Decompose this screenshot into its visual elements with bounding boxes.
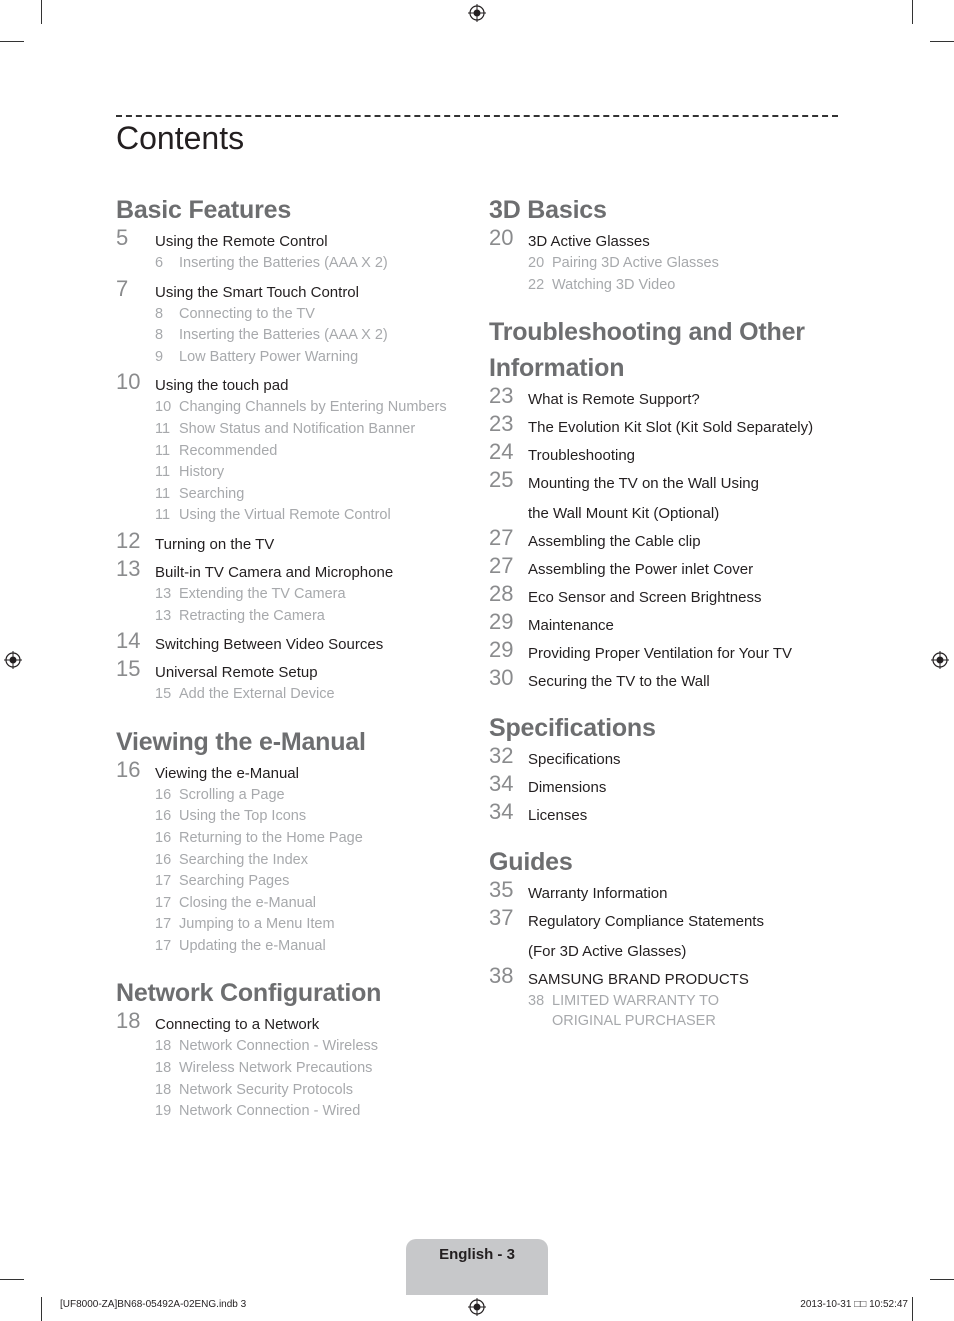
toc-column-left: [116, 192, 476, 1141]
crop-mark: [912, 0, 913, 24]
toc-section: [116, 192, 476, 706]
toc-entry[interactable]: [489, 665, 849, 692]
toc-subentry-title: Retracting the Camera: [179, 607, 325, 624]
toc-subentry-page: 38: [528, 993, 545, 1010]
toc-subentry-title: Searching the Index: [179, 851, 308, 868]
toc-entry-page: 34: [489, 771, 514, 797]
toc-entry-title-cont: (For 3D Active Glasses): [528, 943, 687, 961]
toc-entry[interactable]: [489, 383, 849, 410]
toc-entry-title: Eco Sensor and Screen Brightness: [528, 589, 762, 607]
toc-subentry-list: [155, 785, 476, 958]
toc-subentry-page: 20: [528, 255, 545, 271]
toc-entry-title: SAMSUNG BRAND PRODUCTS: [528, 971, 749, 989]
section-heading: Viewing the e-Manual: [116, 727, 366, 756]
toc-subentry-page: 11: [155, 507, 171, 524]
toc-subentry-title: History: [179, 464, 225, 481]
toc-subentry-page: 11: [155, 420, 171, 437]
section-heading: Basic Features: [116, 196, 292, 224]
toc-subentry-title: Connecting to the TV: [179, 305, 315, 322]
toc-entry[interactable]: [489, 581, 849, 608]
toc-entry[interactable]: [116, 369, 476, 396]
toc-entry-title: Turning on the TV: [155, 535, 275, 553]
toc-subentry-title: Updating the e-Manual: [179, 937, 326, 954]
toc-subentry-title: Scrolling a Page: [179, 786, 285, 803]
toc-subentry-title: Add the External Device: [179, 686, 335, 703]
toc-entry-title: Switching Between Video Sources: [155, 636, 384, 654]
toc-entry[interactable]: [116, 628, 476, 655]
toc-entry-title: Specifications: [528, 751, 621, 769]
toc-subentry-title: Using the Top Icons: [179, 808, 307, 825]
registration-mark-icon: [468, 4, 486, 22]
toc-entry-title: Maintenance: [528, 617, 614, 635]
toc-subentry[interactable]: [155, 914, 476, 936]
toc-entry-page: 28: [489, 581, 514, 607]
toc-entry-page: 14: [116, 628, 141, 654]
toc-subentry-title: Using the Virtual Remote Control: [179, 507, 391, 524]
toc-entry[interactable]: [489, 525, 849, 552]
toc-subentry[interactable]: [155, 828, 476, 850]
toc-entry[interactable]: [489, 439, 849, 466]
toc-subentry-title: Inserting the Batteries (AAA X 2): [179, 255, 388, 271]
toc-entry-page: 37: [489, 905, 514, 931]
toc-subentry[interactable]: [155, 419, 476, 441]
toc-subentry-list: [155, 1036, 476, 1122]
toc-entry[interactable]: [489, 743, 849, 770]
toc-entry-title: Using the touch pad: [155, 377, 289, 395]
toc-subentry-title-cont: ORIGINAL PURCHASER: [552, 1012, 716, 1029]
toc-entry[interactable]: [116, 225, 476, 252]
toc-subentry[interactable]: [155, 1036, 476, 1058]
toc-subentry[interactable]: [155, 253, 476, 275]
section-heading: Troubleshooting and Other Information: [489, 318, 805, 383]
section-heading: Specifications: [489, 714, 656, 743]
toc-column-right: [489, 192, 849, 1050]
crop-mark: [912, 1297, 913, 1321]
toc-subentry[interactable]: [155, 325, 476, 347]
toc-subentry-title: Network Connection - Wired: [179, 1103, 361, 1120]
toc-subentry[interactable]: [155, 893, 476, 915]
toc-subentry[interactable]: [528, 253, 849, 275]
toc-subentry-page: 17: [155, 894, 172, 911]
toc-subentry-page: 18: [155, 1038, 172, 1055]
toc-subentry-list: [155, 397, 476, 527]
toc-subentry-page: 22: [528, 276, 545, 293]
toc-subentry[interactable]: [155, 936, 476, 958]
toc-subentry-page: 11: [155, 442, 171, 459]
toc-subentry-list: [155, 253, 476, 275]
toc-entry-title: Warranty Information: [528, 885, 668, 903]
toc-entry[interactable]: [116, 555, 476, 583]
toc-entry-title: Mounting the TV on the Wall Using: [528, 475, 759, 493]
toc-entry-title: Securing the TV to the Wall: [528, 673, 710, 691]
toc-entry-title: Universal Remote Setup: [155, 664, 318, 682]
toc-entry-page: 32: [489, 743, 514, 769]
toc-subentry[interactable]: [528, 991, 849, 1032]
toc-subentry-title: Extending the TV Camera: [179, 585, 346, 602]
toc-subentry-page: 10: [155, 399, 172, 416]
toc-entry[interactable]: [489, 905, 849, 962]
toc-entry-title: What is Remote Support?: [528, 391, 700, 409]
toc-subentry[interactable]: [155, 1101, 476, 1123]
toc-subentry-title: Wireless Network Precautions: [179, 1060, 373, 1077]
registration-mark-icon: [468, 1298, 486, 1316]
toc-entry-page: 10: [116, 369, 141, 395]
toc-subentry-title: Network Security Protocols: [179, 1081, 354, 1098]
toc-entry-page: 15: [116, 656, 141, 682]
toc-section: [489, 844, 849, 1032]
page-title: Contents: [116, 120, 245, 156]
toc-entry-title: The Evolution Kit Slot (Kit Sold Separately): [528, 419, 814, 437]
toc-entry-title: 3D Active Glasses: [528, 233, 650, 250]
toc-subentry[interactable]: [155, 871, 476, 893]
toc-subentry-page: 11: [155, 464, 171, 481]
toc-subentry-title: LIMITED WARRANTY TO: [552, 993, 720, 1010]
toc-subentry[interactable]: [155, 1080, 476, 1102]
toc-entry[interactable]: [116, 656, 476, 683]
toc-entry-title: Using the Remote Control: [155, 233, 328, 250]
toc-entry-page: 25: [489, 467, 514, 493]
toc-section: [489, 314, 849, 692]
toc-entry-page: 29: [489, 637, 514, 663]
toc-subentry-title: Searching Pages: [179, 873, 290, 890]
toc-entry-page: 29: [489, 609, 514, 635]
toc-entry-page: 7: [116, 275, 129, 301]
toc-subentry-page: 16: [155, 808, 172, 825]
toc-entry[interactable]: [489, 877, 849, 904]
crop-mark: [930, 41, 954, 42]
crop-mark: [0, 41, 24, 42]
toc-subentry-page: 9: [155, 348, 164, 365]
registration-mark-icon: [4, 651, 22, 669]
toc-entry[interactable]: [116, 756, 476, 784]
print-slug-left: [UF8000-ZA]BN68-05492A-02ENG.indb 3: [60, 1299, 247, 1310]
toc-subentry[interactable]: [155, 347, 476, 369]
toc-subentry-page: 16: [155, 851, 172, 868]
toc-subentry-list: [155, 584, 476, 627]
toc-subentry-title: Watching 3D Video: [552, 276, 676, 293]
toc-entry-title-cont: the Wall Mount Kit (Optional): [528, 505, 720, 523]
toc-entry-title: Licenses: [528, 807, 588, 825]
toc-subentry-list: [155, 684, 476, 706]
toc-entry-title: Troubleshooting: [528, 447, 636, 465]
toc-subentry-title: Low Battery Power Warning: [179, 348, 359, 365]
toc-entry-title: Built-in TV Camera and Microphone: [155, 563, 394, 581]
toc-entry-page: 16: [116, 756, 141, 782]
toc-section: [116, 724, 476, 958]
toc-entry[interactable]: [116, 275, 476, 303]
toc-subentry[interactable]: [155, 441, 476, 463]
registration-mark-icon: [931, 651, 949, 669]
toc-entry-title: Using the Smart Touch Control: [155, 283, 359, 301]
toc-subentry-page: 11: [155, 485, 171, 502]
crop-mark: [930, 1279, 954, 1280]
toc-subentry-title: Recommended: [179, 442, 278, 459]
toc-subentry[interactable]: [155, 397, 476, 419]
toc-section: [489, 710, 849, 826]
toc-subentry-page: 13: [155, 607, 172, 624]
toc-entry[interactable]: [489, 771, 849, 798]
toc-subentry[interactable]: [155, 505, 476, 527]
toc-entry-title: Assembling the Power inlet Cover: [528, 561, 754, 579]
toc-subentry[interactable]: [155, 850, 476, 872]
toc-subentry-title: Jumping to a Menu Item: [179, 916, 335, 933]
toc-subentry-title: Inserting the Batteries (AAA X 2): [179, 327, 388, 344]
toc-entry-page: 34: [489, 799, 514, 825]
toc-entry-page: 27: [489, 525, 514, 551]
toc-subentry-title: Searching: [179, 485, 245, 502]
toc-entry-page: 38: [489, 963, 514, 989]
toc-subentry[interactable]: [528, 275, 849, 297]
toc-subentry[interactable]: [155, 584, 476, 606]
toc-subentry-page: 8: [155, 305, 164, 322]
page-number-tab: English - 3: [406, 1239, 548, 1295]
toc-entry-page: 27: [489, 553, 514, 579]
toc-subentry[interactable]: [155, 684, 476, 706]
toc-entry[interactable]: [489, 467, 849, 524]
toc-subentry-page: 18: [155, 1081, 172, 1098]
toc-entry-title: Assembling the Cable clip: [528, 533, 701, 551]
toc-entry[interactable]: [489, 637, 849, 664]
toc-subentry-page: 6: [155, 255, 164, 271]
toc-subentry-page: 19: [155, 1103, 172, 1120]
toc-entry-page: 13: [116, 555, 141, 581]
toc-entry[interactable]: [489, 963, 849, 990]
toc-subentry[interactable]: [155, 484, 476, 506]
toc-entry[interactable]: [489, 799, 849, 826]
toc-subentry-page: 13: [155, 585, 172, 602]
toc-subentry-page: 17: [155, 937, 172, 954]
toc-subentry-page: 8: [155, 327, 164, 344]
print-slug-right: 2013-10-31 □□ 10:52:47: [800, 1299, 908, 1310]
toc-entry-page: 30: [489, 665, 514, 691]
section-heading: 3D Basics: [489, 196, 607, 224]
toc-subentry[interactable]: [155, 304, 476, 326]
toc-subentry-title: Show Status and Notification Banner: [179, 420, 416, 437]
toc-entry-title: Connecting to a Network: [155, 1016, 320, 1034]
toc-subentry-title: Pairing 3D Active Glasses: [552, 255, 719, 271]
toc-entry-title: Regulatory Compliance Statements: [528, 913, 764, 931]
toc-subentry-title: Closing the e-Manual: [179, 894, 317, 911]
toc-entry-page: 23: [489, 411, 514, 437]
toc-subentry-list: [528, 253, 849, 296]
section-heading: Guides: [489, 848, 573, 877]
section-heading: Network Configuration: [116, 979, 382, 1008]
toc-entry[interactable]: [489, 553, 849, 580]
toc-entry-page: 35: [489, 877, 514, 903]
toc-subentry-page: 16: [155, 786, 172, 803]
crop-mark: [41, 0, 42, 24]
toc-subentry[interactable]: [155, 806, 476, 828]
toc-subentry-page: 15: [155, 686, 172, 703]
toc-entry-title: Dimensions: [528, 779, 607, 797]
toc-subentry-page: 18: [155, 1060, 172, 1077]
toc-subentry-list: [155, 304, 476, 369]
toc-entry[interactable]: [116, 527, 476, 555]
toc-subentry-title: Network Connection - Wireless: [179, 1038, 379, 1055]
toc-subentry[interactable]: [155, 606, 476, 628]
title-dashed-rule: [116, 115, 838, 117]
toc-entry-page: 5: [116, 225, 129, 250]
toc-entry[interactable]: [489, 411, 849, 438]
toc-subentry[interactable]: [155, 1058, 476, 1080]
crop-mark: [41, 1297, 42, 1321]
toc-subentry-page: 17: [155, 916, 172, 933]
toc-entry[interactable]: [489, 609, 849, 636]
toc-subentry[interactable]: [155, 785, 476, 807]
toc-subentry[interactable]: [155, 462, 476, 484]
crop-mark: [0, 1279, 24, 1280]
toc-entry[interactable]: [116, 1008, 476, 1035]
toc-subentry-page: 17: [155, 873, 172, 890]
toc-subentry-list: [528, 991, 849, 1032]
toc-subentry-page: 16: [155, 829, 172, 846]
toc-subentry-title: Returning to the Home Page: [179, 829, 363, 846]
toc-entry-page: 24: [489, 439, 514, 465]
toc-entry-page: 12: [116, 527, 141, 553]
toc-entry-title: Providing Proper Ventilation for Your TV: [528, 645, 793, 663]
toc-entry-page: 18: [116, 1008, 141, 1034]
toc-subentry-title: Changing Channels by Entering Numbers: [179, 399, 447, 416]
toc-section: [116, 975, 476, 1122]
toc-entry-page: 23: [489, 383, 514, 409]
toc-entry-page: 20: [489, 225, 514, 250]
toc-entry[interactable]: [489, 225, 849, 252]
toc-section: [489, 192, 849, 296]
toc-entry-title: Viewing the e-Manual: [155, 764, 299, 782]
